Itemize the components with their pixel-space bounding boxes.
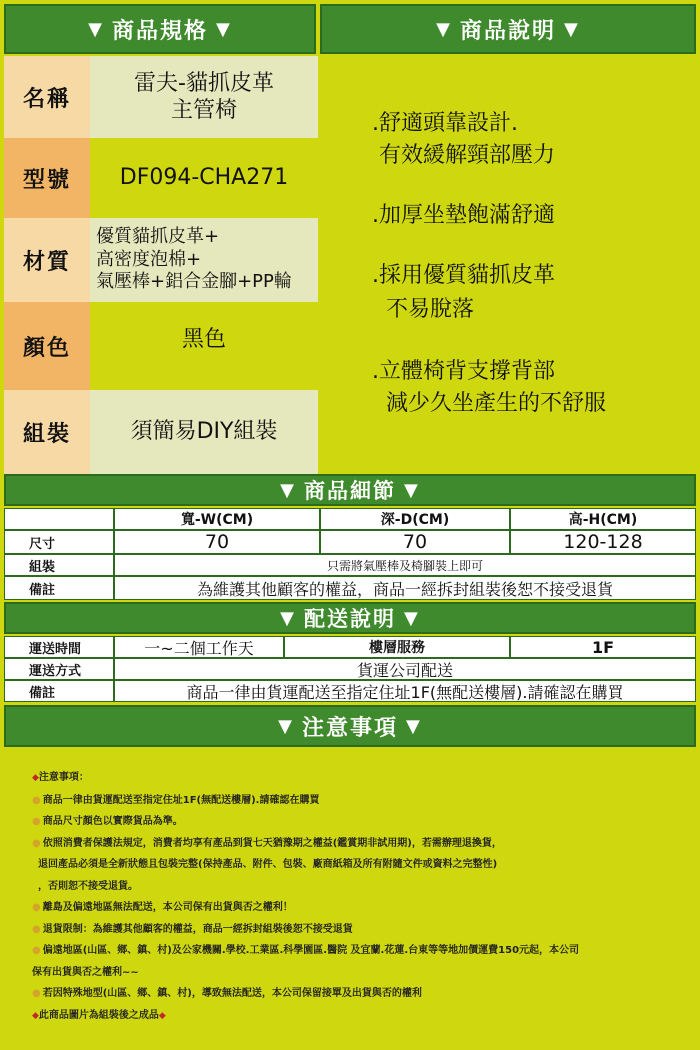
empty-cell [4,508,114,530]
shipping-method-row [4,658,696,680]
desc-line: .採用優質貓抓皮革 [372,263,555,288]
triangle-down-icon: ▼ [280,607,296,629]
spec-label: 型號 [4,138,90,218]
assembly-value: 只需將氣壓棒及椅腳裝上即可 [114,554,696,576]
note-item: ◆注意事項： [32,772,89,783]
time-value: 一~二個工作天 [114,636,284,658]
col-header-height: 高-H(CM) [510,508,696,530]
col-header-depth: 深-D(CM) [320,508,510,530]
spec-row-material [4,218,318,302]
spec-value: 優質貓抓皮革+ 高密度泡棉+ 氣壓棒+鋁合金腳+PP輪 [90,218,318,302]
bullet-icon: ● [32,794,41,806]
diamond-icon: ◆ [32,773,39,783]
note-item: ● 偏遠地區(山區、鄉、鎮、村)及公家機關.學校.工業區.科學園區.醫院 及宜蘭.花蓮.台東等等地加價運費150元起，本公司 [32,945,580,956]
desc-header-title: 商品說明 [459,18,556,44]
spec-label: 名稱 [4,56,90,138]
notes-header-title: 注意事項 [301,715,398,741]
desc-line: 減少久坐產生的不舒服 [372,391,606,416]
spec-row-name [4,56,318,138]
bullet-icon: ● [32,837,41,849]
shipping-note-value: 商品一律由貨運配送至指定住址1F(無配送樓層).請確認在購買 [114,680,696,702]
size-width: 70 [114,530,320,554]
assembly-label: 組裝 [4,554,114,576]
spec-label: 材質 [4,218,90,302]
method-value: 貨運公司配送 [114,658,696,680]
triangle-down-icon: ▼ [216,18,232,40]
size-depth: 70 [320,530,510,554]
size-label: 尺寸 [4,530,114,554]
note-item: ● 離島及偏遠地區無法配送，本公司保有出貨與否之權利！ [32,902,293,913]
triangle-down-icon: ▼ [280,479,296,501]
spec-label: 組裝 [4,390,90,474]
col-header-width: 寬-W(CM) [114,508,320,530]
triangle-down-icon: ▼ [406,715,422,737]
diamond-icon: ◆ [158,1010,166,1021]
spec-value: 雷夫-貓抓皮革 主管椅 [90,56,318,138]
spec-label: 顏色 [4,302,90,390]
shipping-note-row [4,680,696,702]
bullet-icon: ● [32,988,41,999]
shipping-note-label: 備註 [4,680,114,702]
spec-header-title: 商品規格 [111,18,208,44]
bullet-icon: ● [32,816,41,827]
note-item: ● 商品一律由貨運配送至指定住址1F(無配送樓層).請確認在購買 [32,794,320,806]
note-label: 備註 [4,576,114,600]
details-assembly-row [4,554,696,576]
floor-label: 樓層服務 [284,636,510,658]
details-header [4,474,696,506]
triangle-down-icon: ▼ [564,18,580,40]
note-item: 保有出貨與否之權利~~ [32,966,139,978]
time-label: 運送時間 [4,636,114,658]
spec-row-color [4,302,318,390]
note-item: ，否則恕不接受退貨。 [38,880,138,892]
triangle-down-icon: ▼ [278,715,294,737]
diamond-icon: ◆ [32,1010,39,1021]
spec-header [4,4,316,54]
details-header-title: 商品細節 [304,479,396,503]
floor-value: 1F [510,636,696,658]
size-height: 120-128 [510,530,696,554]
triangle-down-icon: ▼ [404,479,420,501]
desc-line: 有效緩解頸部壓力 [372,143,555,168]
spec-value: 黑色 [90,302,318,390]
description-panel [320,56,696,474]
details-head-row [4,508,696,530]
note-item: ● 商品尺寸顏色以實際貨品為準。 [32,816,183,827]
desc-line: .加厚坐墊飽滿舒適 [372,203,555,228]
desc-line: .舒適頭靠設計. [372,111,518,136]
notes-header [4,705,696,747]
note-item: ● 依照消費者保護法規定，消費者均享有產品到貨七天猶豫期之權益(鑑賞期非試用期)，若需辦理退換貨， [32,837,502,849]
note-item: ● 退貨限制：為維護其他顧客的權益，商品一經拆封組裝後恕不接受退貨 [32,923,353,935]
triangle-down-icon: ▼ [436,18,452,40]
desc-line: .立體椅背支撐背部 [372,359,555,384]
bullet-icon: ● [32,923,41,935]
details-size-row [4,530,696,554]
spec-row-model [4,138,318,218]
note-item: ● 若因特殊地型(山區、鄉、鎮、村)，導致無法配送，本公司保留接單及出貨與否的權利 [32,988,422,999]
details-note-row [4,576,696,600]
method-label: 運送方式 [4,658,114,680]
notes-list [4,749,696,1044]
bullet-icon: ● [32,902,41,913]
shipping-header-title: 配送說明 [304,607,396,631]
shipping-time-row [4,636,696,658]
spec-value: DF094-CHA271 [90,138,318,218]
note-value: 為維護其他顧客的權益，商品一經拆封組裝後恕不接受退貨 [114,576,696,600]
shipping-header [4,602,696,634]
note-item: ◆此商品圖片為組裝後之成品◆ [32,1009,166,1021]
desc-header [320,4,696,54]
triangle-down-icon: ▼ [404,607,420,629]
spec-value: 須簡易DIY組裝 [90,390,318,474]
note-item: 退回產品必須是全新狀態且包裝完整(保持產品、附件、包裝、廠商紙箱及所有附隨文件或資料之完整性) [38,859,498,870]
spec-table [4,56,318,474]
triangle-down-icon: ▼ [88,18,104,40]
bullet-icon: ● [32,945,41,956]
spec-row-assembly [4,390,318,474]
desc-line: 不易脫落 [372,297,474,322]
